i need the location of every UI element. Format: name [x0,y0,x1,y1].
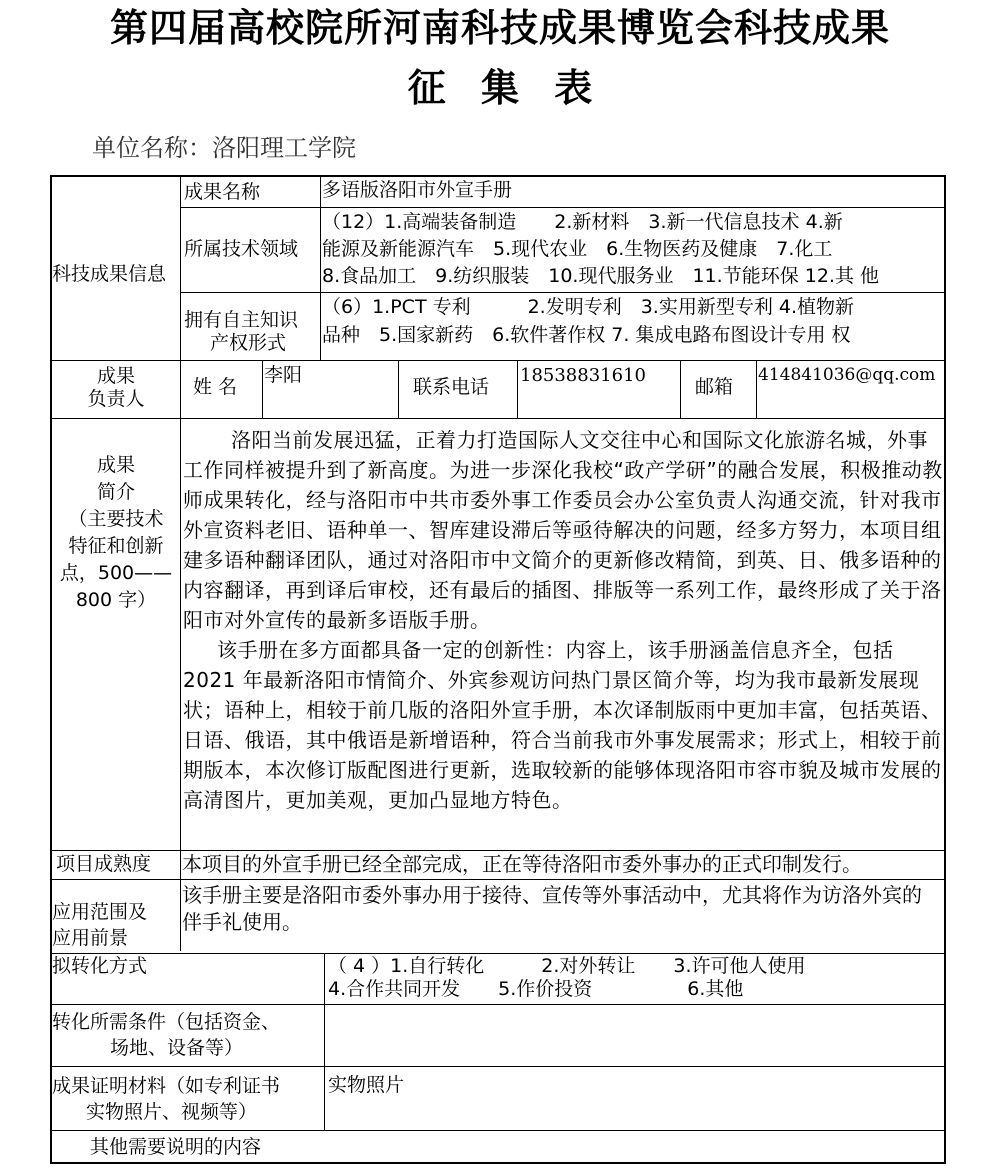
conditions-label [52,1009,280,1061]
other-label: 其他需要说明的内容 [90,1136,262,1158]
intro-label [52,452,180,614]
proof-label-line-2: 实物照片、视频等） [86,1101,258,1123]
application-label-line-1: 应用范围及 [52,901,148,923]
tech-field-label: 所属技术领域 [184,238,299,260]
intro-label-line-4: 特征和创新 [68,535,164,557]
name-value: 李阳 [264,364,303,386]
intro-paragraph-2: 该手册在多方面都具备一定的创新性：内容上，该手册涵盖信息齐全，包括 2021 年最新洛阳市情简介、外宾参观访问热门景区简介等，均为我市最新发展现状；语种上，相较于前几版的洛阳外宣手册，本次译制版雨中更加丰富，包括英语、日语、俄语，其中俄语是新增语种，符合当前我市外事发展需求；形式上，相较于前期版本，本次修订版配图进行更新，选取较新的能够体现洛阳市容市貌及城市发展的高清图片，更加美观，更加凸显地方特色。 [183,638,942,812]
maturity-value: 本项目的外宣手册已经全部完成，正在等待洛阳市委外事办的正式印制发行。 [182,852,862,876]
intro-label-line-6: 800 字） [75,589,157,611]
transfer-label: 拟转化方式 [52,955,148,977]
phone-label: 联系电话 [413,376,490,398]
intro-label-line-2: 简介 [96,481,135,503]
ip-form-line-2: 品种 5.国家新药 6.软件著作权 7. 集成电路布图设计专用 权 [322,324,851,346]
application-label-line-2: 应用前景 [52,927,129,949]
achievement-name-value: 多语版洛阳市外宣手册 [322,179,513,201]
form-title: 第四届高校院所河南科技成果博览会科技成果 [109,5,890,50]
conditions-label-line-1: 转化所需条件（包括资金、 [52,1011,281,1033]
intro-label-line-5: 点，500—— [59,562,173,584]
intro-paragraph-1: 洛阳当前发展迅猛，正着力打造国际人文交往中心和国际文化旅游名城，外事工作同样被提升到了新高度。为进一步深化我校“政产学研”的融合发展，积极推动教师成果转化，经与洛阳市中共市委外事工作委员会办公室负责人沟通交流，针对我市外宣资料老旧、语种单一、智库建设滞后等亟待解决的问题，经多方努力，本项目组建多语种翻译团队，通过对洛阳市中文简介的更新修改精简，到英、日、俄多语种的内容翻译，再到译后审校，还有最后的插图、排版等一系列工作，最终形成了关于洛阳市对外宣传的最新多语版手册。 [183,428,943,632]
email-label: 邮箱 [695,376,734,398]
unit-name-label: 单位名称： [92,134,212,162]
owner-label-line-1: 成果 [96,365,135,387]
form-subtitle: 征 集 表 [407,65,593,110]
ip-form-label-line-2: 产权形式 [209,332,286,354]
ip-form-label-line-1: 拥有自主知识 [184,309,299,331]
unit-name-value: 洛阳理工学院 [212,134,356,162]
achievement-name-label: 成果名称 [184,181,261,203]
conditions-label-line-2: 场地、设备等） [110,1037,244,1059]
transfer-line-2: 4.合作共同开发 5.作价投资 6.其他 [328,978,744,1000]
intro-label-line-1: 成果 [96,454,135,476]
email-value: 414841036@qq.com [758,365,936,385]
proof-label-line-1: 成果证明材料（如专利证书 [52,1075,281,1097]
intro-label-line-3: （主要技术 [68,508,164,530]
ip-form-label [184,309,312,355]
maturity-label: 项目成熟度 [56,853,152,875]
tech-field-line-2: 能源及新能源汽车 5.现代农业 6.生物医药及健康 7.化工 [322,238,833,260]
owner-label-line-2: 负责人 [87,388,145,410]
transfer-line-1: （ 4 ）1.自行转化 2.对外转让 3.许可他人使用 [328,955,806,977]
ip-form-line-1: （6）1.PCT 专利 2.发明专利 3.实用新型专利 4.植物新 [322,296,855,318]
phone-value: 18538831610 [520,365,646,386]
unit-name [92,128,356,163]
tech-field-line-3: 8.食品加工 9.纺织服装 10.现代服务业 11.节能环保 12.其 他 [322,265,879,287]
intro-content [183,425,943,815]
proof-label [52,1073,280,1125]
application-value: 该手册主要是洛阳市委外事办用于接待、宣传等外事活动中，尤其将作为访洛外宾的伴手礼使用。 [182,883,922,934]
name-label: 姓 名 [193,376,238,398]
application-label [52,899,147,951]
section-tech-info: 科技成果信息 [52,263,167,285]
tech-field-line-1: （12）1.高端装备制造 2.新材料 3.新一代信息技术 4.新 [322,211,843,233]
owner-label [52,365,180,411]
proof-value: 实物照片 [328,1074,405,1096]
